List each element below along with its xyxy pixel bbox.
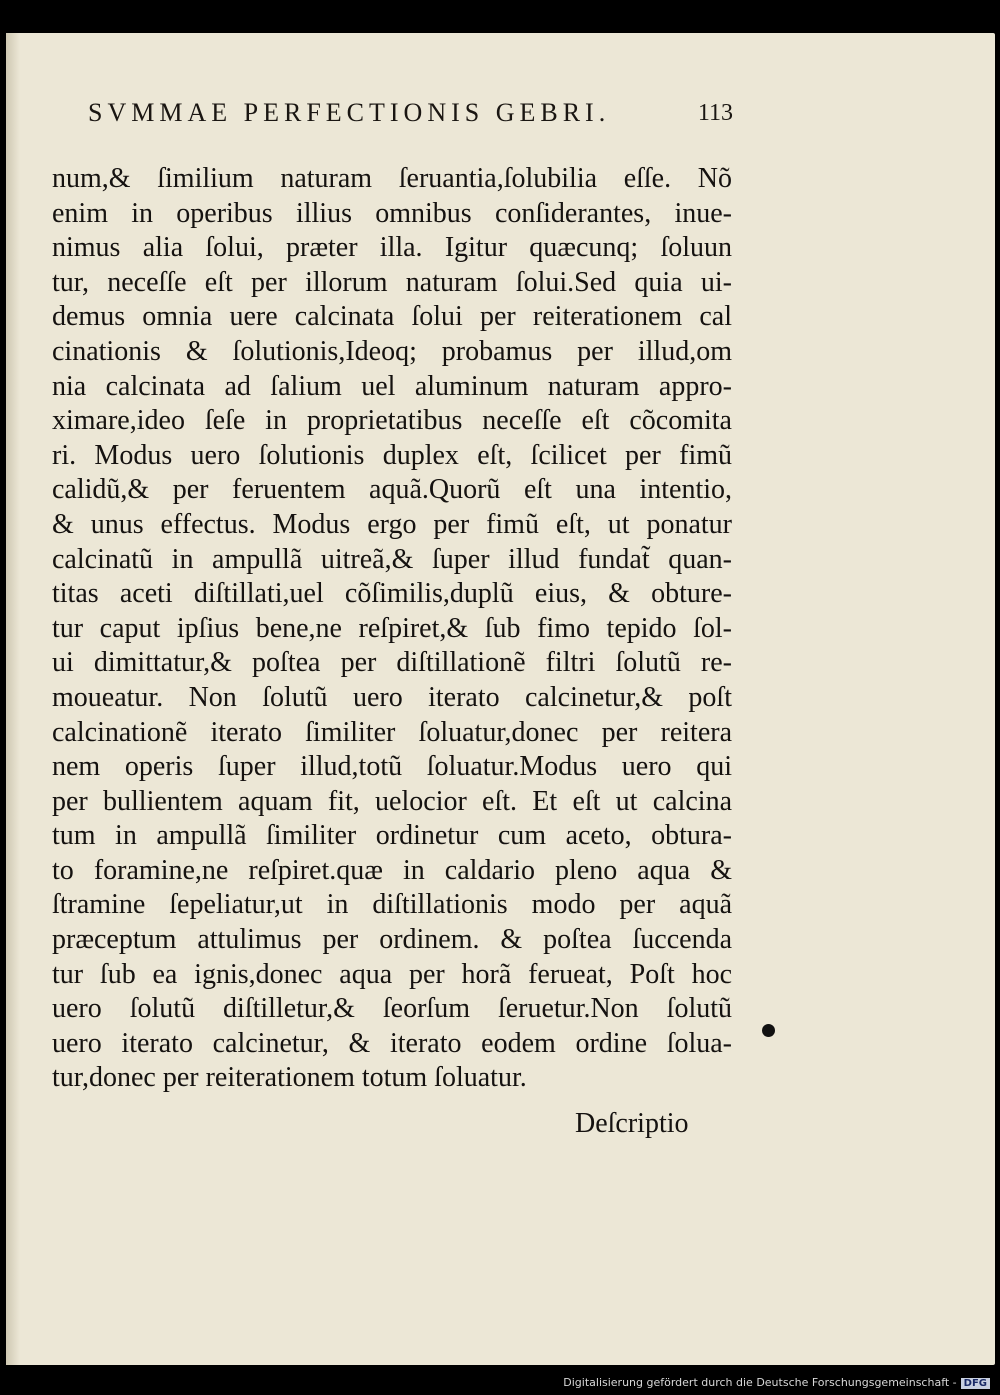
- text-line: nia calcinata ad ſalium uel aluminum naturam appro-: [52, 370, 732, 402]
- running-header: [88, 98, 733, 134]
- text-line: calcinationẽ iterato ſimiliter ſoluatur,donec per reitera: [52, 716, 732, 748]
- text-line: præceptum attulimus per ordinem. & poſtea ſuccenda: [52, 924, 732, 956]
- text-line: uero ſolutũ diſtilletur,& ſeorſum ſeruetur.Non ſolutũ: [52, 993, 732, 1025]
- text-line: to foramine,ne reſpiret.quæ in caldario pleno aqua &: [52, 854, 732, 886]
- text-line: ſtramine ſepeliatur,ut in diſtillationis modo per aquã: [52, 889, 732, 921]
- text-line: tur,donec per reiterationem totum ſoluatur.: [52, 1062, 527, 1094]
- text-line: calcinatũ in ampullã uitreã,& ſuper illud fundat̃ quan-: [52, 543, 732, 575]
- text-line: per bullientem aquam fit, uelocior eſt. Et eſt ut calcina: [52, 785, 732, 817]
- text-line: nem operis ſuper illud,totũ ſoluatur.Modus uero qui: [52, 751, 732, 783]
- dfg-logo: DFG: [961, 1378, 990, 1389]
- running-title: SVMMAE PERFECTIONIS GEBRI.: [88, 98, 611, 127]
- text-line: ui dimittatur,& poſtea per diſtillationẽ filtri ſolutũ re-: [52, 647, 732, 679]
- text-line: calidũ,& per feruentem aquã.Quorũ eſt una intentio,: [52, 474, 732, 506]
- text-line: tur, neceſſe eſt per illorum naturam ſolui.Sed quia ui-: [52, 266, 732, 298]
- text-line: demus omnia uere calcinata ſolui per reiterationem cal: [52, 301, 732, 333]
- credit-text: Digitalisierung gefördert durch die Deutsche Forschungsgemeinschaft -: [563, 1376, 957, 1389]
- text-line: enim in operibus illius omnibus conſiderantes, inue-: [52, 197, 732, 229]
- text-line: uero iterato calcinetur, & iterato eodem ordine ſolua-: [52, 1027, 732, 1059]
- text-line: tur caput ipſius bene,ne reſpiret,& ſub fimo tepido ſol-: [52, 612, 732, 644]
- catchword: Deſcriptio: [575, 1108, 689, 1139]
- text-line: titas aceti diſtillati,uel cõſimilis,duplũ eius, & obture-: [52, 578, 732, 610]
- body-text: [52, 162, 732, 1096]
- text-line: nimus alia ſolui, præter illa. Igitur quæcunq; ſoluun: [52, 232, 732, 264]
- text-line: tum in ampullã ſimiliter ordinetur cum aceto, obtura-: [52, 820, 732, 852]
- margin-dot: [762, 1024, 775, 1037]
- page-number: 113: [697, 100, 733, 126]
- text-line: moueatur. Non ſolutũ uero iterato calcinetur,& poſt: [52, 681, 732, 713]
- text-line: cinationis & ſolutionis,Ideoq; probamus per illud,om: [52, 335, 732, 367]
- text-line: ximare,ideo ſeſe in proprietatibus neceſſe eſt cõcomita: [52, 405, 732, 437]
- digitization-credit: [563, 1376, 990, 1389]
- text-line: ri. Modus uero ſolutionis duplex eſt, ſcilicet per fimũ: [52, 439, 732, 471]
- text-line: tur ſub ea ignis,donec aqua per horã ferueat, Poſt hoc: [52, 958, 732, 990]
- text-line: & unus effectus. Modus ergo per fimũ eſt, ut ponatur: [52, 508, 732, 540]
- text-line: num,& ſimilium naturam ſeruantia,ſolubilia eſſe. Nõ: [52, 163, 732, 194]
